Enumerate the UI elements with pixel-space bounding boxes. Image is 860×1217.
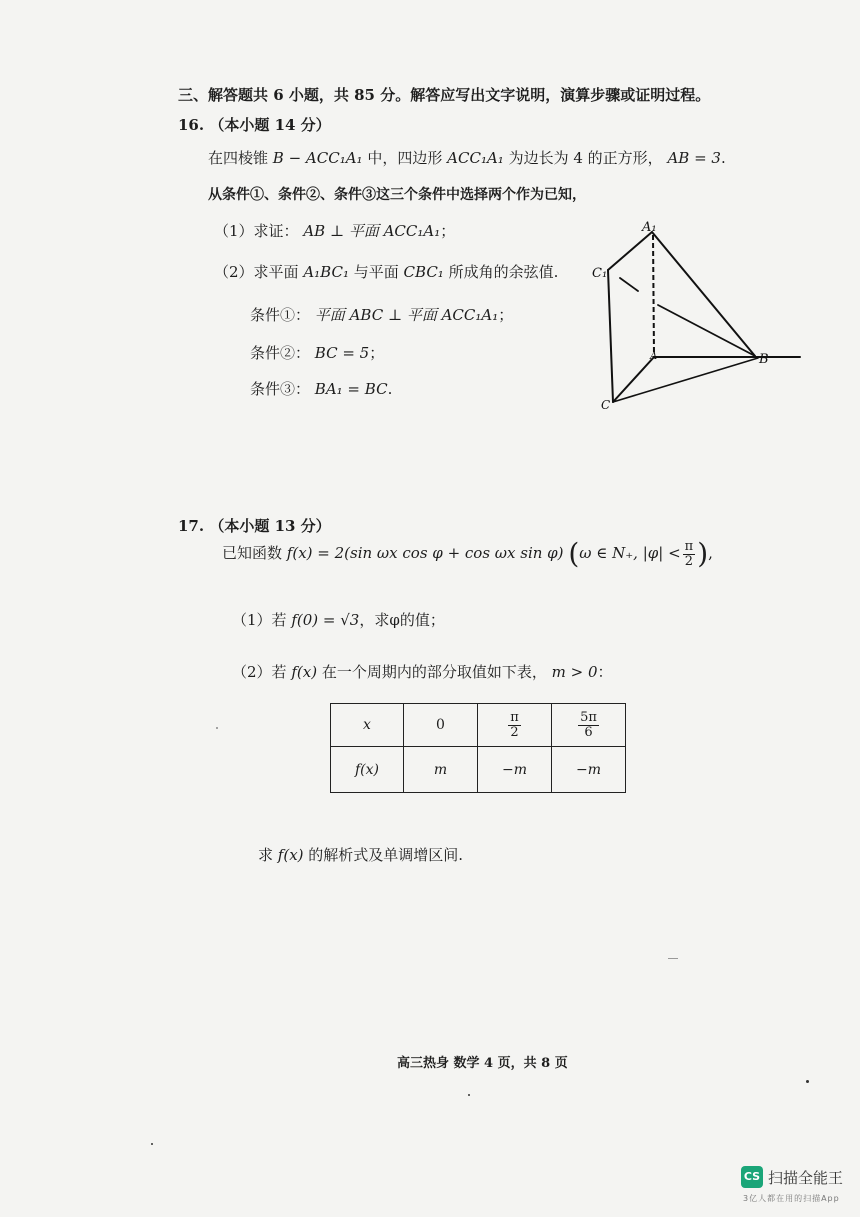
q17-number: 17. xyxy=(178,517,205,535)
q16-part2 xyxy=(214,261,558,282)
edge-C-B xyxy=(613,358,758,402)
q17-score: （本小题 13 分） xyxy=(209,517,331,535)
q17-part2 xyxy=(232,661,613,682)
frac-num: 5π xyxy=(580,709,597,725)
scan-speck xyxy=(151,1143,153,1145)
q16-stem-pre: 在四棱锥 xyxy=(208,149,269,167)
frac-den: 2 xyxy=(510,724,519,740)
label-C1: C₁ xyxy=(592,266,608,281)
table-cell: f(x) xyxy=(331,747,404,793)
q16-condition-2 xyxy=(250,342,384,363)
values-table xyxy=(330,703,626,793)
q16-stem-end: . xyxy=(720,149,726,167)
q16-stem-quad: ACC₁A₁ xyxy=(447,149,504,167)
q17-paren-close: ) xyxy=(697,537,709,571)
cond3-label: 条件③： xyxy=(250,380,311,398)
q17-ask-math: f(x) xyxy=(277,846,304,864)
cond1-math: 平面 ABC ⊥ 平面 ACC₁A₁ xyxy=(314,306,499,324)
q17-paren-open: ( xyxy=(568,537,580,571)
q16-condition-3 xyxy=(250,378,392,399)
q16-number: 16. xyxy=(178,116,205,134)
q17-part1 xyxy=(232,609,445,630)
edge-A1-A-hidden xyxy=(653,235,654,355)
cond3-end: . xyxy=(387,380,393,398)
page-footer: 高三热身 数学 4 页，共 8 页 xyxy=(397,1056,568,1071)
table-cell: −m xyxy=(478,747,552,793)
table-cell: m xyxy=(404,747,478,793)
edge-C1-B-partial xyxy=(620,278,638,291)
q17-part1-end: ，求φ的值； xyxy=(359,611,445,629)
q16-part2-plane1: A₁BC₁ xyxy=(303,263,349,281)
q17-frac-pi-2 xyxy=(683,540,696,568)
q17-stem-end: , xyxy=(708,544,713,563)
cond1-label: 条件①： xyxy=(250,306,311,324)
q17-ask-end: 的解析式及单调增区间. xyxy=(308,846,464,864)
q16-condition-1 xyxy=(250,304,513,325)
camscanner-tagline: 3亿人都在用的扫描App xyxy=(743,1194,840,1203)
table-cell: x xyxy=(331,704,404,747)
label-A1: A₁ xyxy=(642,220,657,235)
frac-den: 2 xyxy=(684,553,694,569)
frac-den: 6 xyxy=(584,724,593,740)
frac-pi-2 xyxy=(508,711,521,739)
scan-speck xyxy=(468,1094,470,1096)
q16-part1-label: （1）求证： xyxy=(214,222,299,240)
label-B: B xyxy=(759,352,769,367)
q17-number-line xyxy=(178,515,331,536)
frac-num: π xyxy=(510,709,519,725)
camscanner-logo: CS xyxy=(741,1166,763,1188)
q17-stem-pre: 已知函数 xyxy=(222,544,283,563)
q17-part1-math: f(0) = √3 xyxy=(291,611,360,629)
q16-part2-end: 所成角的余弦值. xyxy=(448,263,559,281)
q16-part1-end: ； xyxy=(440,222,456,240)
cond2-end: ； xyxy=(369,344,385,362)
camscanner-name: 扫描全能王 xyxy=(768,1169,844,1187)
q16-stem-ab: AB = 3 xyxy=(667,149,721,167)
q17-stem-condition: ω ∈ N₊, |φ| < xyxy=(579,544,681,563)
q17-ask-pre: 求 xyxy=(258,846,274,864)
label-C: C xyxy=(601,398,611,412)
cond2-label: 条件②： xyxy=(250,344,311,362)
label-A: A xyxy=(650,351,658,362)
edge-A1-C1 xyxy=(608,232,652,270)
q17-stem-formula: f(x) = 2(sin ωx cos φ + cos ωx sin φ) xyxy=(286,544,564,563)
table-row-x xyxy=(331,704,626,747)
q17-ask xyxy=(258,844,463,865)
scan-speck xyxy=(216,727,218,729)
q16-part2-mid: 与平面 xyxy=(353,263,399,281)
edge-C1-C xyxy=(608,270,613,402)
q16-part2-plane2: CBC₁ xyxy=(403,263,444,281)
q16-score: （本小题 14 分） xyxy=(209,116,331,134)
table-cell xyxy=(552,704,626,747)
q17-part2-math: f(x) xyxy=(291,663,318,681)
table-cell: −m xyxy=(552,747,626,793)
table-cell: 0 xyxy=(404,704,478,747)
q16-part2-label: （2）求平面 xyxy=(214,263,299,281)
q17-part2-end: ： xyxy=(597,663,613,681)
frac-5pi-6 xyxy=(578,711,599,739)
cond3-math: BA₁ = BC xyxy=(314,380,388,398)
q17-part2-m: m > 0 xyxy=(551,663,598,681)
q16-part1-math: AB ⊥ 平面 ACC₁A₁ xyxy=(303,222,441,240)
scan-speck xyxy=(806,1080,809,1083)
q16-choose-instruction: 从条件①、条件②、条件③这三个条件中选择两个作为已知， xyxy=(208,187,586,203)
edge-A1-B xyxy=(652,232,755,356)
q17-part2-mid: 在一个周期内的部分取值如下表， xyxy=(321,663,547,681)
table-row-fx xyxy=(331,747,626,793)
q17-part2-label: （2）若 xyxy=(232,663,287,681)
q16-number-line xyxy=(178,114,331,135)
q17-part1-label: （1）若 xyxy=(232,611,287,629)
q16-stem-mid: 中，四边形 xyxy=(367,149,443,167)
table-cell xyxy=(478,704,552,747)
cond1-end: ； xyxy=(498,306,514,324)
frac-num: π xyxy=(684,539,694,554)
q16-stem xyxy=(208,147,726,168)
pyramid-figure xyxy=(580,195,810,420)
scan-speck xyxy=(668,958,678,959)
edge-C1-B xyxy=(658,305,755,356)
q16-stem-solid: B − ACC₁A₁ xyxy=(272,149,363,167)
q16-stem-post: 为边长为 4 的正方形， xyxy=(508,149,663,167)
cond2-math: BC = 5 xyxy=(314,344,370,362)
q17-stem xyxy=(222,537,713,571)
section-heading: 三、解答题共 6 小题，共 85 分。解答应写出文字说明，演算步骤或证明过程。 xyxy=(178,86,711,104)
q16-part1 xyxy=(214,220,455,241)
